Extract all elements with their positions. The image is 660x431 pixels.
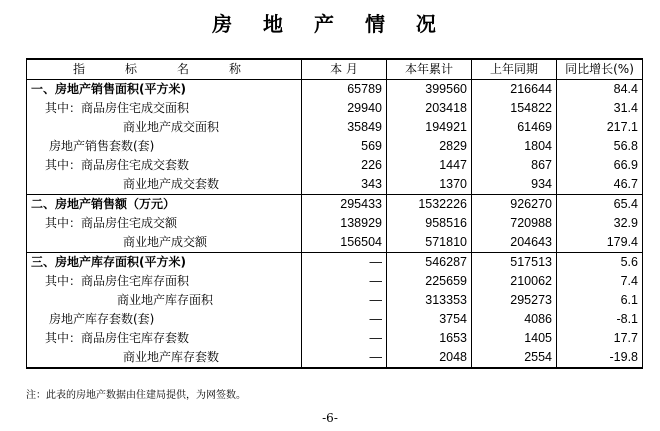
cell-this-month: — [302,253,387,273]
header-this-month: 本 月 [302,59,387,80]
cell-year-to-date: 225659 [387,272,472,291]
cell-yoy-growth: 66.9 [557,156,643,175]
table-row [27,329,643,348]
cell-last-year-same-period: 1804 [472,137,557,156]
real-estate-table [26,58,643,369]
page-title: 房 地 产 情 况 [212,12,448,36]
cell-year-to-date: 313353 [387,291,472,310]
cell-last-year-same-period: 926270 [472,195,557,215]
cell-yoy-growth: 17.7 [557,329,643,348]
cell-year-to-date: 1532226 [387,195,472,215]
cell-last-year-same-period: 1405 [472,329,557,348]
cell-last-year-same-period: 720988 [472,214,557,233]
row-label: 二、房地产销售额（万元） [27,195,302,215]
row-label: 一、房地产销售面积(平方米) [27,80,302,100]
cell-yoy-growth: -19.8 [557,348,643,368]
table-row [27,156,643,175]
cell-yoy-growth: 32.9 [557,214,643,233]
table-row [27,195,643,215]
cell-year-to-date: 1447 [387,156,472,175]
footnote: 注：此表的房地产数据由住建局提供，为网签数。 [26,390,246,401]
row-label: 商业地产成交面积 [27,118,302,137]
cell-year-to-date: 399560 [387,80,472,100]
row-label: 房地产销售套数(套) [27,137,302,156]
cell-year-to-date: 571810 [387,233,472,253]
cell-yoy-growth: -8.1 [557,310,643,329]
cell-yoy-growth: 179.4 [557,233,643,253]
row-label: 房地产库存套数(套) [27,310,302,329]
cell-yoy-growth: 31.4 [557,99,643,118]
cell-last-year-same-period: 2554 [472,348,557,368]
header-last-year-same-period: 上年同期 [472,59,557,80]
cell-this-month: 569 [302,137,387,156]
cell-yoy-growth: 46.7 [557,175,643,195]
table-row [27,272,643,291]
cell-yoy-growth: 56.8 [557,137,643,156]
cell-year-to-date: 1370 [387,175,472,195]
cell-last-year-same-period: 867 [472,156,557,175]
cell-this-month: — [302,329,387,348]
row-label: 商业地产库存面积 [27,291,302,310]
cell-last-year-same-period: 154822 [472,99,557,118]
cell-this-month: 226 [302,156,387,175]
cell-yoy-growth: 84.4 [557,80,643,100]
cell-year-to-date: 194921 [387,118,472,137]
cell-this-month: 156504 [302,233,387,253]
table-row [27,175,643,195]
table-row [27,233,643,253]
row-label: 其中：商品房住宅库存面积 [27,272,302,291]
cell-last-year-same-period: 295273 [472,291,557,310]
row-label: 其中：商品房住宅成交面积 [27,99,302,118]
cell-this-month: — [302,310,387,329]
cell-year-to-date: 546287 [387,253,472,273]
cell-this-month: — [302,272,387,291]
table-row [27,291,643,310]
table-header-row [27,59,643,80]
cell-year-to-date: 3754 [387,310,472,329]
table-body [27,80,643,369]
cell-yoy-growth: 217.1 [557,118,643,137]
header-indicator-name: 指 标 名 称 [27,59,302,80]
cell-last-year-same-period: 4086 [472,310,557,329]
row-label: 商业地产成交套数 [27,175,302,195]
table-row [27,253,643,273]
page-number: -6- [322,411,338,425]
cell-last-year-same-period: 61469 [472,118,557,137]
table-row [27,214,643,233]
cell-last-year-same-period: 934 [472,175,557,195]
cell-last-year-same-period: 210062 [472,272,557,291]
table-row [27,348,643,368]
cell-this-month: 343 [302,175,387,195]
cell-last-year-same-period: 204643 [472,233,557,253]
cell-yoy-growth: 65.4 [557,195,643,215]
cell-yoy-growth: 7.4 [557,272,643,291]
row-label: 商业地产库存套数 [27,348,302,368]
cell-year-to-date: 2048 [387,348,472,368]
table-row [27,80,643,100]
row-label: 三、房地产库存面积(平方米) [27,253,302,273]
table-row [27,137,643,156]
row-label: 其中：商品房住宅成交额 [27,214,302,233]
cell-this-month: 35849 [302,118,387,137]
cell-yoy-growth: 5.6 [557,253,643,273]
cell-this-month: — [302,348,387,368]
cell-yoy-growth: 6.1 [557,291,643,310]
cell-year-to-date: 958516 [387,214,472,233]
cell-year-to-date: 203418 [387,99,472,118]
cell-this-month: — [302,291,387,310]
cell-year-to-date: 2829 [387,137,472,156]
cell-last-year-same-period: 517513 [472,253,557,273]
cell-this-month: 138929 [302,214,387,233]
header-year-to-date: 本年累计 [387,59,472,80]
table-row [27,99,643,118]
header-yoy-growth: 同比增长(%) [557,59,643,80]
table-row [27,118,643,137]
cell-this-month: 65789 [302,80,387,100]
cell-this-month: 29940 [302,99,387,118]
table-row [27,310,643,329]
cell-year-to-date: 1653 [387,329,472,348]
cell-last-year-same-period: 216644 [472,80,557,100]
row-label: 其中：商品房住宅成交套数 [27,156,302,175]
row-label: 商业地产成交额 [27,233,302,253]
row-label: 其中：商品房住宅库存套数 [27,329,302,348]
cell-this-month: 295433 [302,195,387,215]
